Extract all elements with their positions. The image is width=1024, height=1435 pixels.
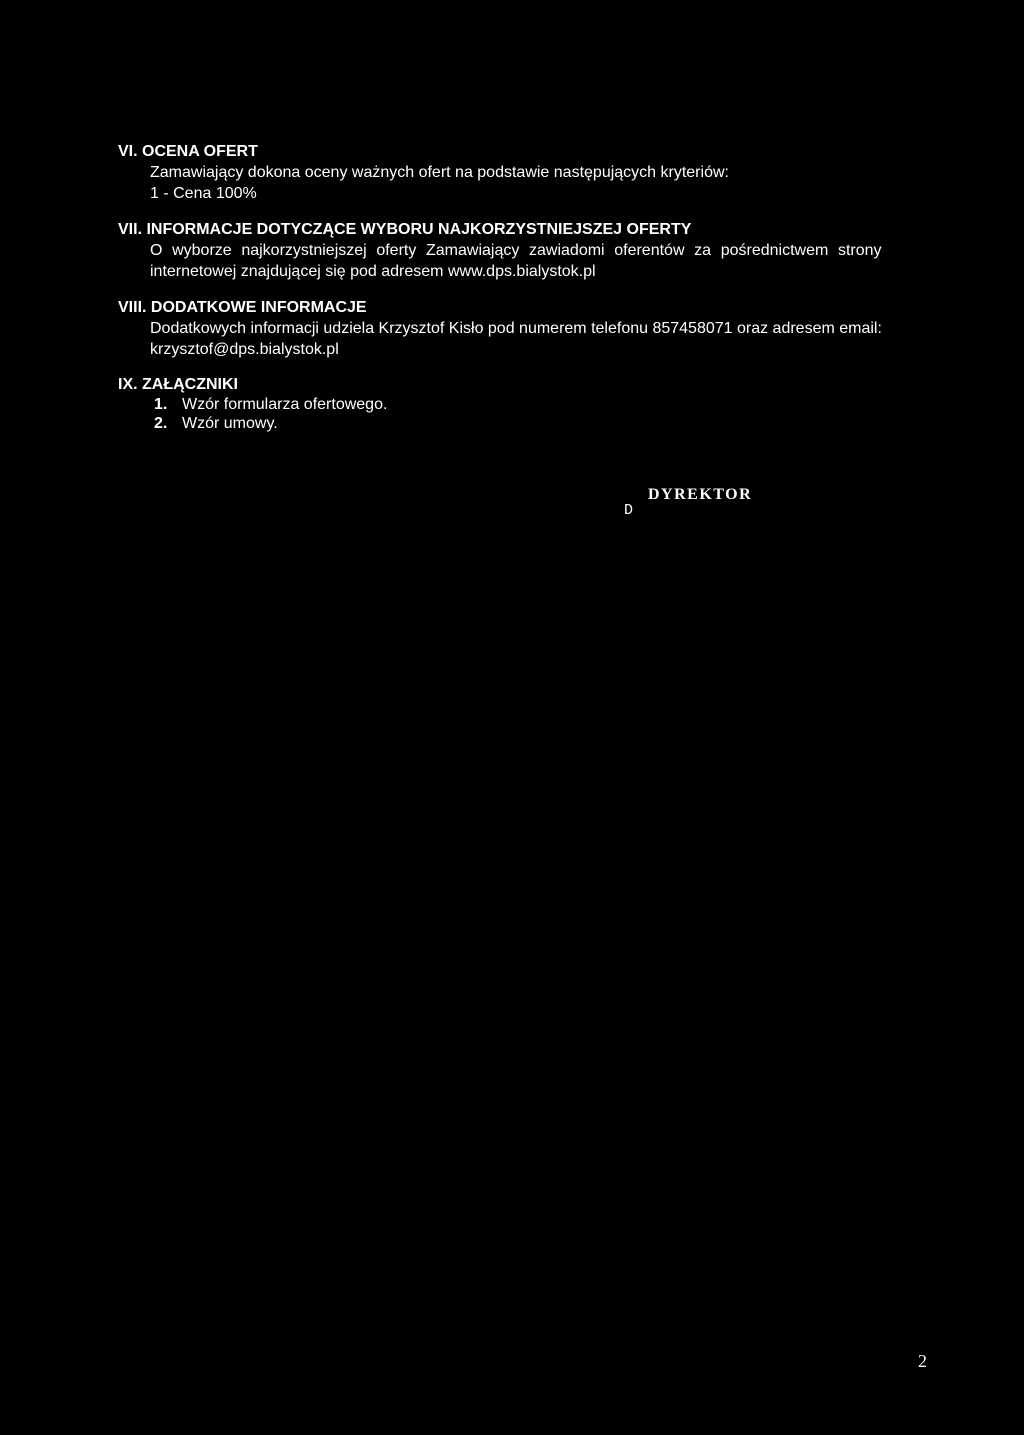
section-vi: [118, 142, 938, 204]
list-item-number: 2.: [154, 415, 168, 432]
list-item-number: 1.: [154, 396, 168, 413]
attachments-list: [154, 395, 938, 433]
section-vi-body: [150, 162, 938, 204]
section-vii-line-2: internetowej znajdującej się pod adresem www.dps.bialystok.pl: [150, 263, 596, 280]
section-vii-body: [150, 240, 930, 282]
section-vii: [118, 220, 938, 282]
section-viii-heading: VIII. DODATKOWE INFORMACJE: [118, 299, 367, 316]
section-viii-body: [150, 318, 940, 360]
section-ix-heading: IX. ZAŁĄCZNIKI: [118, 376, 238, 393]
section-vi-line-1: Zamawiający dokona oceny ważnych ofert na podstawie następujących kryteriów:: [150, 164, 729, 181]
section-vii-heading: VII. INFORMACJE DOTYCZĄCE WYBORU NAJKORZYSTNIEJSZEJ OFERTY: [118, 221, 692, 238]
list-item: [154, 395, 938, 414]
list-item-text: Wzór umowy.: [182, 415, 278, 432]
section-vii-line-1: [150, 240, 930, 261]
section-viii-line-1: Dodatkowych informacji udziela Krzysztof Kisło pod numerem telefonu 857458071 oraz adresem email:: [150, 320, 882, 337]
section-vi-line-2: 1 - Cena 100%: [150, 185, 257, 202]
page-number: 2: [918, 1351, 927, 1371]
section-ix: [118, 375, 938, 433]
signature-title: DYREKTOR: [648, 486, 753, 503]
section-viii: [118, 298, 938, 360]
list-item: [154, 414, 938, 433]
list-item-text: Wzór formularza ofertowego.: [182, 396, 388, 413]
signature-mark: D: [624, 502, 634, 519]
section-vi-heading: VI. OCENA OFERT: [118, 143, 258, 160]
section-viii-line-2: krzysztof@dps.bialystok.pl: [150, 341, 339, 358]
section-vii-line-1-text: O wyborze najkorzystniejszej oferty Zamawiający zawiadomi oferentów za pośrednictwem strony: [150, 242, 882, 259]
